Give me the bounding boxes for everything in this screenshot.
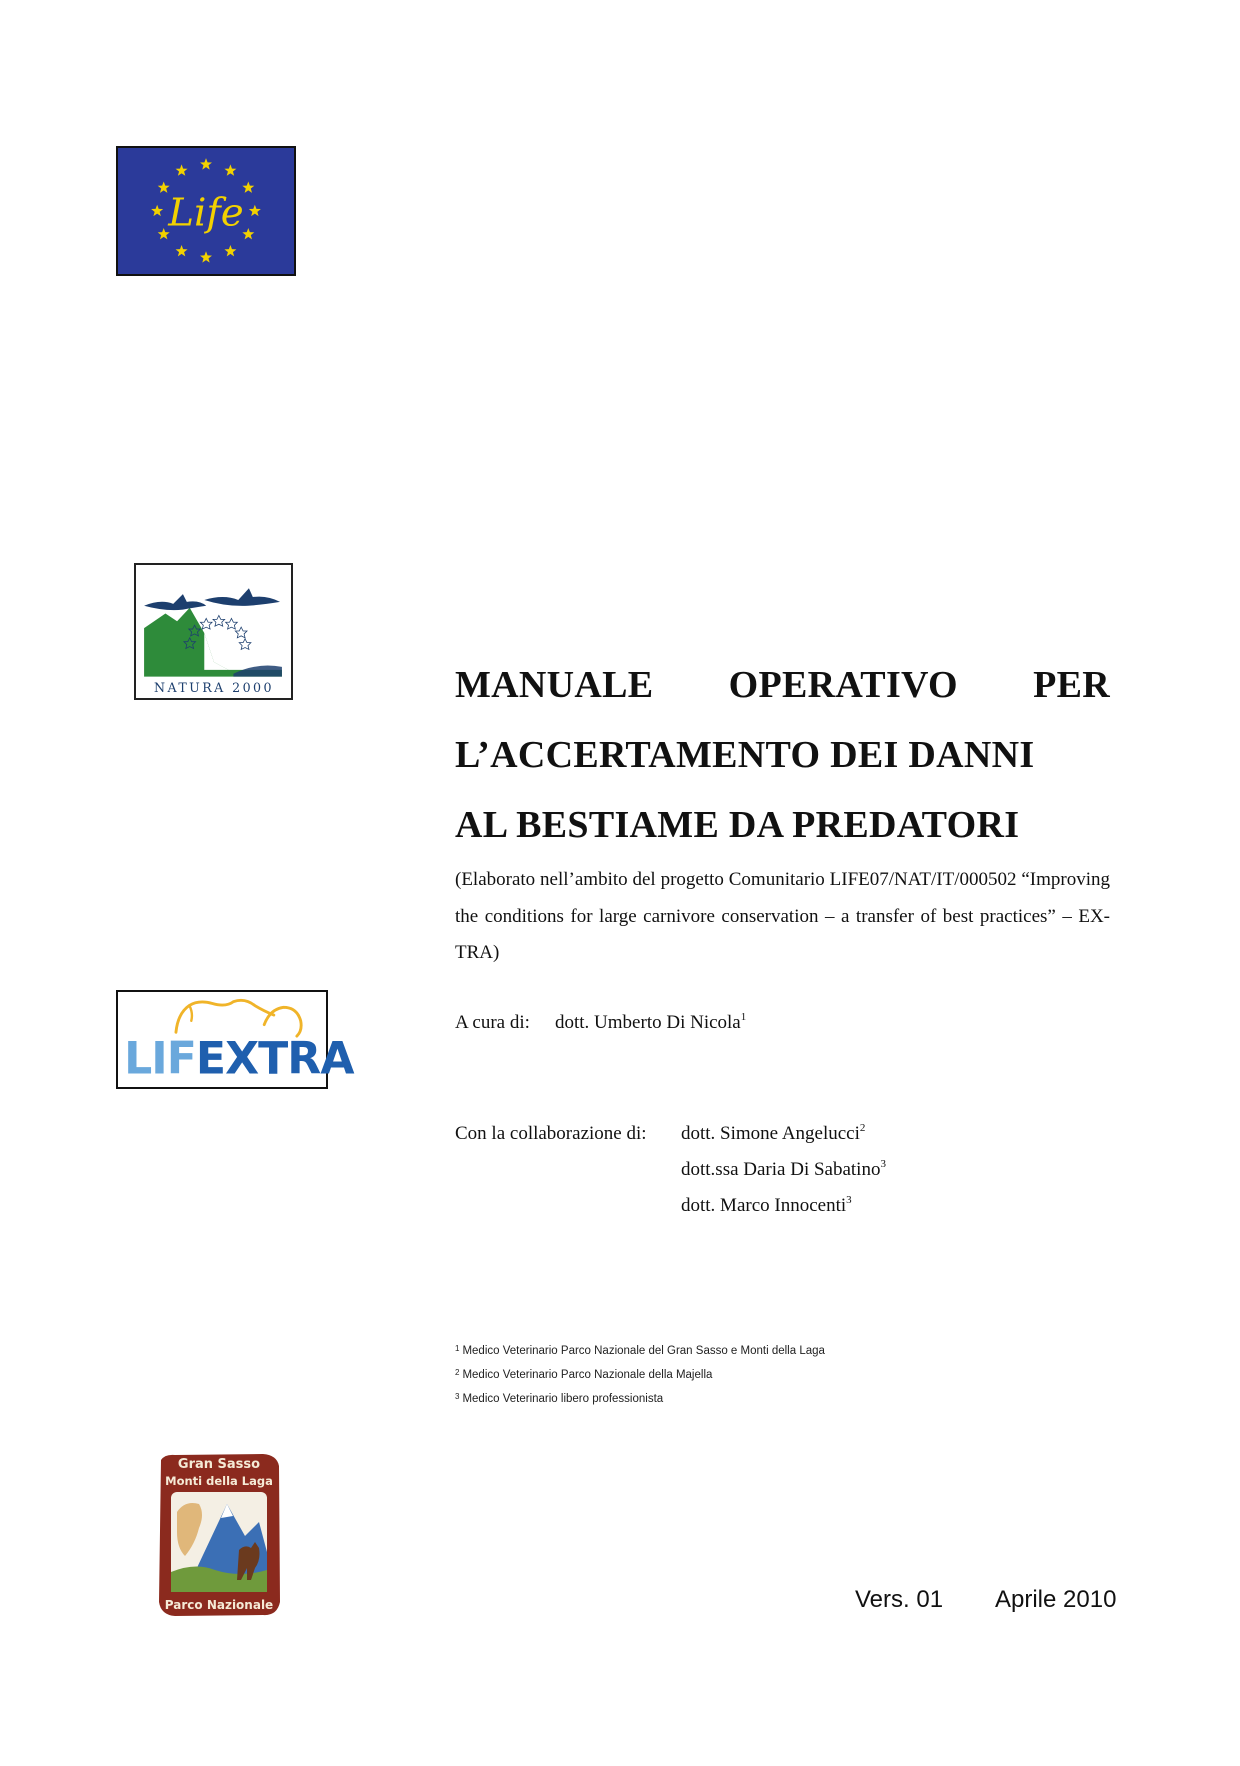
curated-name: dott. Umberto Di Nicola [555, 1012, 741, 1033]
park-logo-top-line2: Monti della Laga [165, 1474, 273, 1488]
natura2000-text: NATURA 2000 [154, 680, 274, 696]
natura2000-graphic [136, 565, 291, 698]
document-title [455, 650, 1110, 860]
park-logo-bottom-text: Parco Nazionale [164, 1598, 274, 1612]
water-shape [233, 666, 282, 677]
footnote-item [455, 1362, 825, 1386]
title-word-1: MANUALE [455, 664, 654, 706]
collaborator-ref: 3 [846, 1194, 852, 1206]
footnote-mark: 1 [455, 1344, 460, 1353]
life-logo [116, 146, 296, 276]
title-word-2: OPERATIVO [728, 664, 958, 706]
footnote-text: Medico Veterinario Parco Nazionale del Gran Sasso e Monti della Laga [462, 1345, 825, 1357]
title-line-3: AL BESTIAME DA PREDATORI [455, 804, 1020, 846]
lifextra-logo [116, 990, 354, 1089]
curated-by [455, 1008, 746, 1038]
curated-label: A cura di: [455, 1012, 530, 1033]
collaborator-name: dott.ssa Daria Di Sabatino [681, 1159, 881, 1180]
collaborator-ref: 3 [880, 1158, 886, 1170]
eu-star-icon [200, 158, 212, 169]
lifextra-text-extra: EXTRA [195, 1033, 354, 1085]
footnote-mark: 3 [455, 1392, 460, 1401]
eu-star-icon [249, 205, 261, 216]
collaborator-name: dott. Simone Angelucci [681, 1123, 860, 1144]
park-logo-top-line1: Gran Sasso [177, 1457, 261, 1472]
wolf-ear-icon [189, 1005, 192, 1020]
eu-star-icon [242, 228, 254, 239]
curated-ref: 1 [740, 1011, 747, 1023]
lifextra-text [124, 1034, 354, 1085]
title-line-1 [455, 650, 1110, 720]
date-label: Aprile 2010 [995, 1586, 1117, 1613]
eu-star-icon [151, 205, 163, 216]
collaborator-list [681, 1116, 886, 1224]
collaborator-ref: 2 [859, 1122, 866, 1134]
park-logo [155, 1452, 283, 1618]
park-logo-graphic [155, 1452, 283, 1618]
collaboration-label: Con la collaborazione di: [455, 1123, 647, 1144]
eu-star-icon [224, 245, 236, 256]
collaborator-item [681, 1152, 886, 1188]
collaborator-name: dott. Marco Innocenti [681, 1195, 847, 1216]
eu-star-icon [200, 251, 212, 262]
bird-left-icon [144, 594, 206, 610]
footnote-text: Medico Veterinario libero professionista [462, 1393, 664, 1405]
footnote-mark: 2 [455, 1368, 460, 1377]
life-logo-text: Life [168, 190, 244, 236]
eu-star-icon [176, 245, 188, 256]
collaborator-item [681, 1116, 886, 1152]
eu-star-icon [242, 181, 254, 192]
bird-right-icon [204, 588, 280, 606]
footnote-text: Medico Veterinario Parco Nazionale della Majella [462, 1369, 713, 1381]
title-line-2: L’ACCERTAMENTO DEI DANNI [455, 734, 1035, 776]
lifextra-graphic [118, 992, 354, 1087]
footnote-item [455, 1386, 825, 1410]
white-valley-shape [204, 633, 228, 670]
lynx-outline-icon [264, 1007, 301, 1036]
version-label: Vers. 01 [855, 1586, 944, 1613]
subtitle-paragraph: (Elaborato nell’ambito del progetto Comunitario LIFE07/NAT/IT/000502 “Improving the conditions for large carnivore conservation – a transfer of best practices” – EX-TRA) [455, 869, 1110, 963]
collaborator-item [681, 1188, 886, 1224]
eu-star-icon [224, 164, 236, 175]
footnote-item [455, 1338, 825, 1362]
footnotes [455, 1338, 825, 1410]
lifextra-text-lif: LIF [124, 1033, 196, 1085]
natura2000-logo [134, 563, 293, 700]
eu-star-icon [176, 164, 188, 175]
life-logo-graphic [118, 148, 294, 274]
title-word-3: PER [1033, 664, 1110, 706]
bear-outline-icon [176, 1000, 274, 1032]
